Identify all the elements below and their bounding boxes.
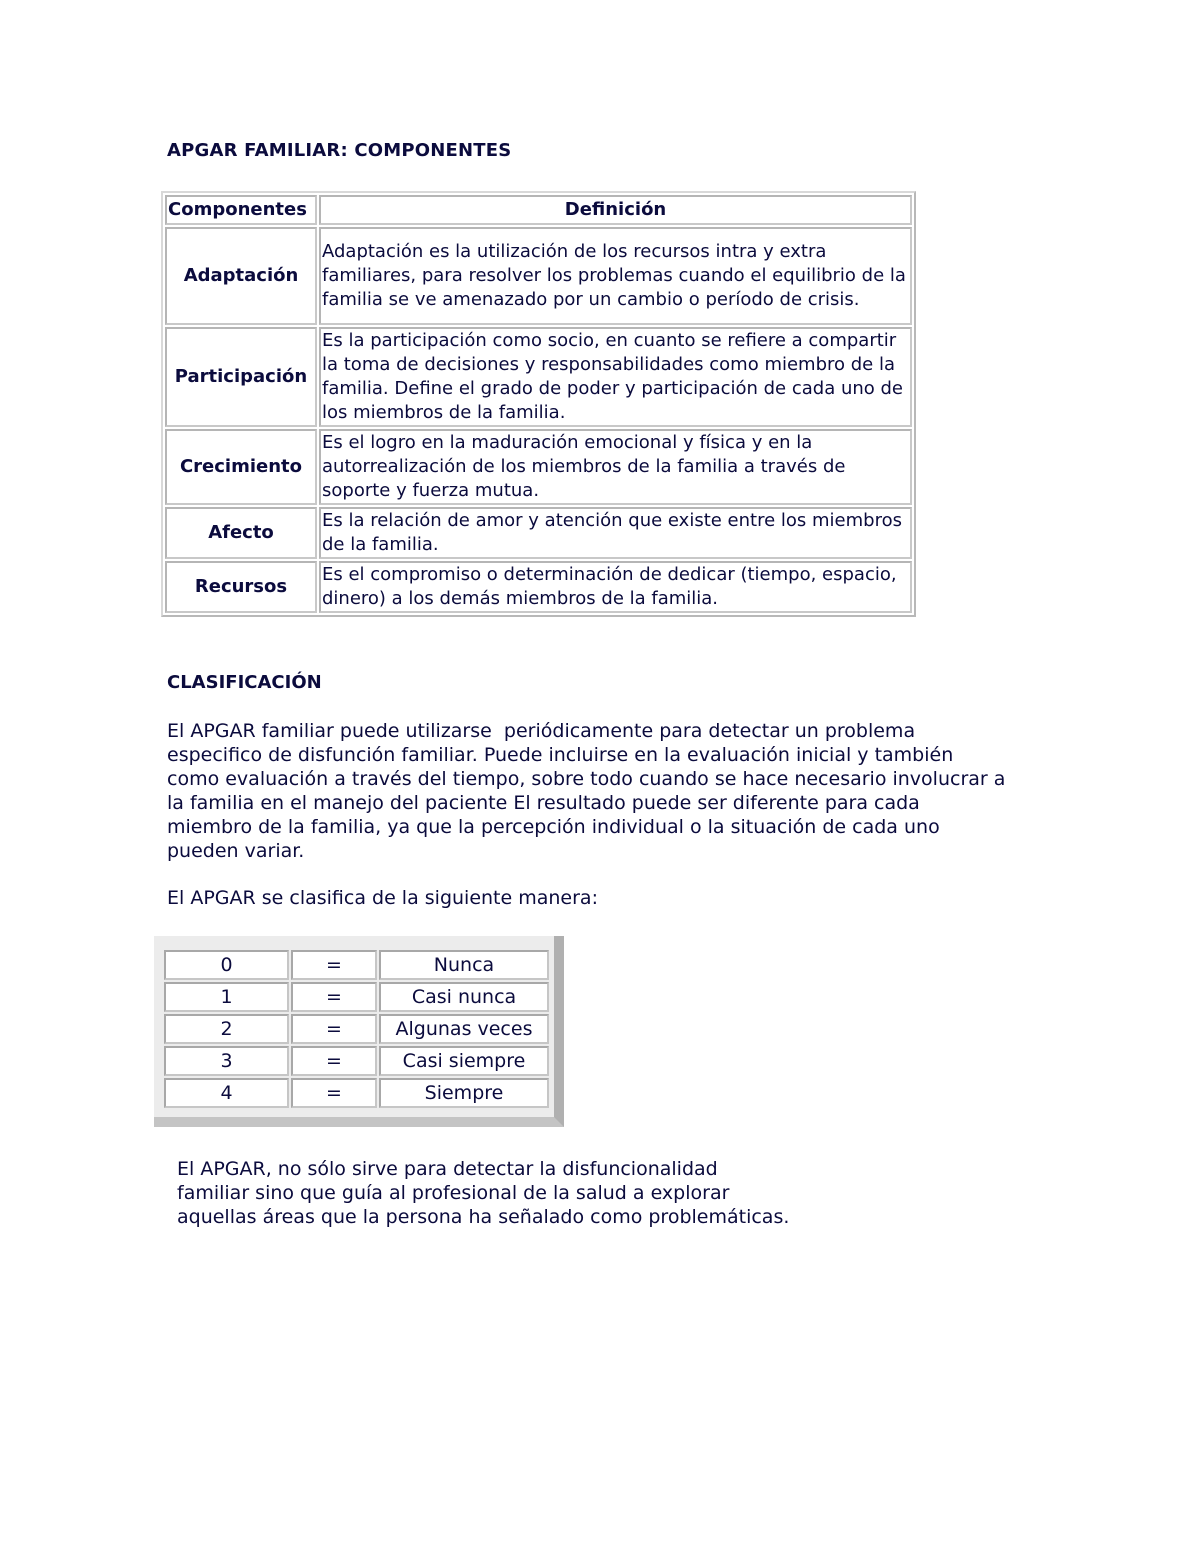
table-row bbox=[164, 950, 549, 980]
scale-equals: = bbox=[291, 1078, 377, 1108]
column-header-definicion: Definición bbox=[319, 195, 912, 225]
scale-label: Algunas veces bbox=[379, 1014, 549, 1044]
component-definition: Es el logro en la maduración emocional y física y en la autorrealización de los miembros de la familia a través de soporte y fuerza mutua. bbox=[319, 429, 912, 505]
component-name: Crecimiento bbox=[165, 429, 317, 505]
scale-label: Casi nunca bbox=[379, 982, 549, 1012]
table-row bbox=[164, 1014, 549, 1044]
table-row bbox=[165, 327, 912, 427]
table-row bbox=[165, 507, 912, 559]
paragraph-line: miembro de la familia, ya que la percepción individual o la situación de cada uno bbox=[167, 816, 940, 838]
scale-equals: = bbox=[291, 1046, 377, 1076]
scale-equals: = bbox=[291, 950, 377, 980]
paragraph-line: como evaluación a través del tiempo, sobre todo cuando se hace necesario involucrar a bbox=[167, 768, 1006, 790]
scale-value: 0 bbox=[164, 950, 289, 980]
component-name: Adaptación bbox=[165, 227, 317, 325]
page-title: APGAR FAMILIAR: COMPONENTES bbox=[167, 140, 512, 161]
paragraph-line: familiar sino que guía al profesional de la salud a explorar bbox=[177, 1182, 730, 1204]
paragraph-line: El APGAR, no sólo sirve para detectar la disfuncionalidad bbox=[177, 1158, 718, 1180]
scale-value: 2 bbox=[164, 1014, 289, 1044]
classification-paragraph bbox=[167, 719, 1047, 863]
scale-value: 3 bbox=[164, 1046, 289, 1076]
scale-value: 1 bbox=[164, 982, 289, 1012]
table-row bbox=[164, 1046, 549, 1076]
paragraph-line: la familia en el manejo del paciente El resultado puede ser diferente para cada bbox=[167, 792, 920, 814]
table-row bbox=[164, 1078, 549, 1108]
scale-equals: = bbox=[291, 982, 377, 1012]
table-row bbox=[165, 561, 912, 613]
component-name: Recursos bbox=[165, 561, 317, 613]
components-header-row bbox=[165, 195, 912, 225]
component-definition: Adaptación es la utilización de los recursos intra y extra familiares, para resolver los problemas cuando el equilibrio de la familia se ve amenazado por un cambio o período de crisis. bbox=[319, 227, 912, 325]
component-name: Afecto bbox=[165, 507, 317, 559]
paragraph-line: aquellas áreas que la persona ha señalado como problemáticas. bbox=[177, 1206, 790, 1228]
scale-table bbox=[162, 948, 551, 1110]
paragraph-line: pueden variar. bbox=[167, 840, 305, 862]
paragraph-line: El APGAR familiar puede utilizarse periódicamente para detectar un problema bbox=[167, 720, 916, 742]
component-definition: Es la participación como socio, en cuanto se refiere a compartir la toma de decisiones y responsabilidades como miembro de la familia. Define el grado de poder y participación de cada uno de los miembros de la familia. bbox=[319, 327, 912, 427]
scale-equals: = bbox=[291, 1014, 377, 1044]
table-row bbox=[165, 227, 912, 325]
scale-label: Nunca bbox=[379, 950, 549, 980]
components-table bbox=[161, 191, 916, 617]
section-heading-clasificacion: CLASIFICACIÓN bbox=[167, 672, 322, 693]
scale-label: Casi siempre bbox=[379, 1046, 549, 1076]
table-row bbox=[164, 982, 549, 1012]
scale-intro: El APGAR se clasifica de la siguiente manera: bbox=[167, 887, 598, 909]
paragraph-line: especifico de disfunción familiar. Puede incluirse en la evaluación inicial y también bbox=[167, 744, 954, 766]
component-definition: Es el compromiso o determinación de dedicar (tiempo, espacio, dinero) a los demás miembros de la familia. bbox=[319, 561, 912, 613]
scale-table-frame bbox=[154, 936, 564, 1127]
component-name: Participación bbox=[165, 327, 317, 427]
scale-label: Siempre bbox=[379, 1078, 549, 1108]
column-header-componentes: Componentes bbox=[165, 195, 317, 225]
table-row bbox=[165, 429, 912, 505]
component-definition: Es la relación de amor y atención que existe entre los miembros de la familia. bbox=[319, 507, 912, 559]
scale-value: 4 bbox=[164, 1078, 289, 1108]
closing-paragraph bbox=[177, 1157, 789, 1229]
